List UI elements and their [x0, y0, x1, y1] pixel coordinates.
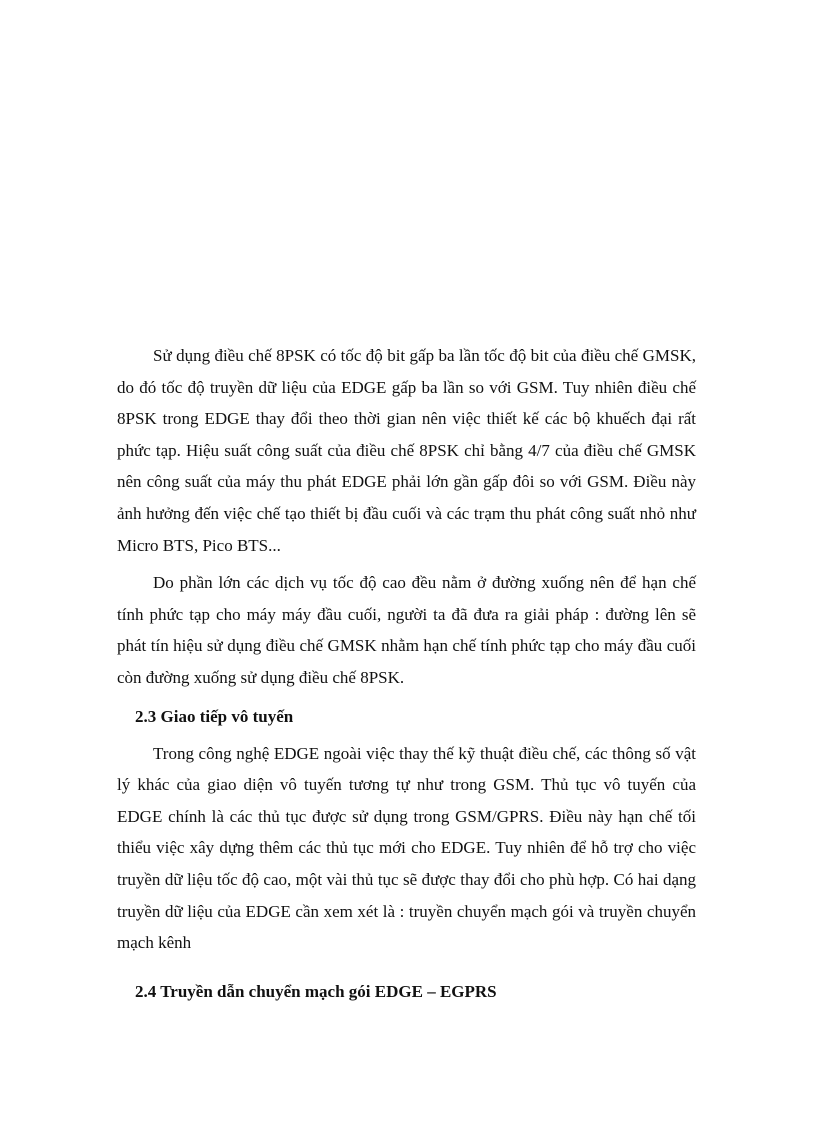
paragraph-radio-interface: Trong công nghệ EDGE ngoài việc thay thế kỹ thuật điều chế, các thông số vật lý khác của giao diện vô tuyến tương tự như trong GSM. Thủ tục vô tuyến của EDGE chính là các thủ tục được sử dụng trong GSM/GPRS. Điều này hạn chế tối thiểu việc xây dựng thêm các thủ tục mới cho EDGE. Tuy nhiên để hỗ trợ cho việc truyền dữ liệu tốc độ cao, một vài thủ tục sẽ được thay đổi cho phù hợp. Có hai dạng truyền dữ liệu của EDGE cần xem xét là : truyền chuyển mạch gói và truyền chuyển mạch kênh	[117, 743, 696, 953]
section-heading-2-4: 2.4 Truyền dẫn chuyển mạch gói EDGE – EGPRS	[135, 981, 497, 1001]
document-body	[117, 340, 696, 1007]
section-heading-2-3: 2.3 Giao tiếp vô tuyến	[135, 706, 294, 726]
paragraph-8psk-modulation: Sử dụng điều chế 8PSK có tốc độ bit gấp ba lần tốc độ bit của điều chế GMSK, do đó tốc độ truyền dữ liệu của EDGE gấp ba lần so với GSM. Tuy nhiên điều chế 8PSK trong EDGE thay đổi theo thời gian nên việc thiết kế các bộ khuếch đại rất phức tạp. Hiệu suất công suất của điều chế 8PSK chỉ bằng 4/7 của điều chế GMSK nên công suất của máy thu phát EDGE phải lớn gần gấp đôi so với GSM. Điều này ảnh hưởng đến việc chế tạo thiết bị đầu cuối và các trạm thu phát công suất nhỏ như Micro BTS, Pico BTS...	[117, 346, 696, 555]
paragraph-downlink-solution: Do phần lớn các dịch vụ tốc độ cao đều nằm ở đường xuống nên để hạn chế tính phức tạp cho máy máy đầu cuối, người ta đã đưa ra giải pháp : đường lên sẽ phát tín hiệu sử dụng điều chế GMSK nhằm hạn chế tính phức tạp cho máy đầu cuối còn đường xuống sử dụng điều chế 8PSK.	[117, 573, 696, 687]
